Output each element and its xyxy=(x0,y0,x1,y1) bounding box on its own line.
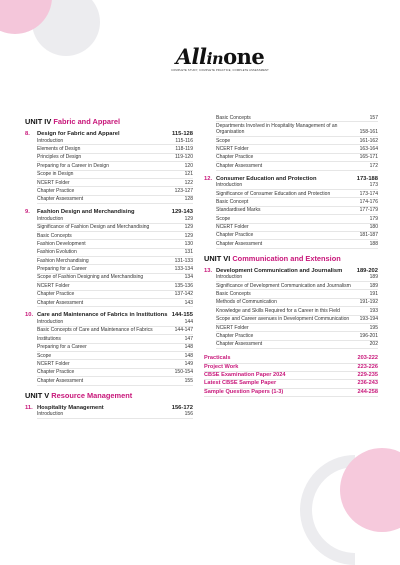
chapter-pages: 115-128 xyxy=(172,131,193,137)
chapter-heading[interactable] xyxy=(25,209,193,215)
toc-row-pages: 157 xyxy=(369,114,378,121)
toc-row-title: Introduction xyxy=(216,182,243,189)
toc-row[interactable] xyxy=(37,377,193,385)
back-matter-item[interactable] xyxy=(204,380,378,388)
toc-row[interactable] xyxy=(37,282,193,290)
toc-left-column xyxy=(25,112,193,419)
toc-row-title: Scope xyxy=(37,352,52,359)
toc-row-pages: 177-179 xyxy=(359,207,378,214)
back-matter-list xyxy=(204,355,378,397)
toc-row[interactable] xyxy=(37,335,193,343)
toc-row[interactable] xyxy=(216,282,378,290)
toc-row-pages: 119-120 xyxy=(175,154,193,161)
chapter-pages: 144-155 xyxy=(171,312,193,319)
toc-row[interactable] xyxy=(37,411,193,419)
back-matter-pages: 223-226 xyxy=(357,363,378,370)
chapter-title: Care and Maintenance of Fabrics in Institutions xyxy=(37,312,168,319)
toc-row-title: Chapter Practice xyxy=(216,232,254,239)
toc-row-pages: 144-147 xyxy=(174,327,193,334)
toc-row-title: Significance of Consumer Education and Protection xyxy=(216,190,331,197)
toc-row[interactable] xyxy=(37,162,193,170)
toc-row-title: Chapter Practice xyxy=(216,333,254,339)
toc-row[interactable] xyxy=(216,122,378,137)
toc-row[interactable] xyxy=(37,232,193,240)
toc-row-title: NCERT Folder xyxy=(216,324,249,331)
toc-row[interactable] xyxy=(37,327,193,335)
toc-row-title: Chapter Practice xyxy=(37,187,75,194)
toc-row-title: Chapter Assessment xyxy=(37,377,84,384)
toc-row-pages: 202 xyxy=(369,341,378,348)
back-matter-item[interactable] xyxy=(204,355,378,363)
toc-row-title: Standardised Marks xyxy=(216,207,261,214)
unit-title: Fabric and Apparel xyxy=(53,117,121,126)
toc-row-pages: 155 xyxy=(184,377,193,384)
toc-row-pages: 196-201 xyxy=(359,333,378,339)
toc-row-title: Introduction xyxy=(216,274,243,281)
toc-row-pages: 130 xyxy=(184,240,193,247)
toc-row[interactable] xyxy=(216,332,378,340)
chapter-title: Fashion Design and Merchandising xyxy=(37,209,135,216)
toc-row-pages: 174-176 xyxy=(359,198,378,205)
toc-row-pages: 123-127 xyxy=(174,187,193,194)
toc-row[interactable] xyxy=(216,341,378,349)
toc-row-title: Basic Concepts xyxy=(216,291,251,298)
toc-row[interactable] xyxy=(216,182,378,190)
toc-row-title: Basic Concepts xyxy=(37,232,72,239)
toc-row-pages: 131 xyxy=(184,249,193,256)
toc-row[interactable] xyxy=(37,171,193,179)
chapter-heading[interactable] xyxy=(25,312,193,318)
toc-row-title: Methods of Communication xyxy=(216,299,277,306)
back-matter-title: Project Work xyxy=(204,363,239,370)
back-matter-item[interactable] xyxy=(204,389,378,397)
toc-row-pages: 147 xyxy=(184,335,193,342)
toc-row-title: Significance of Development Communication and Journalism xyxy=(216,282,351,289)
chapter-number: 11. xyxy=(25,404,33,411)
toc-row-pages: 181-187 xyxy=(359,232,378,239)
back-matter-item[interactable] xyxy=(204,364,378,372)
chapter-number: 13. xyxy=(204,267,213,274)
toc-row-title: NCERT Folder xyxy=(37,360,70,367)
back-matter-title: Sample Question Papers (1-3) xyxy=(204,388,284,395)
toc-row-pages: 129 xyxy=(184,224,193,231)
chapter-number: 8. xyxy=(25,131,30,137)
toc-row-title: Scope and Career avenues in Development Communication xyxy=(216,316,350,323)
chapter-pages: 189-202 xyxy=(356,267,378,274)
toc-row-title: Chapter Assessment xyxy=(216,341,263,348)
unit-heading xyxy=(204,254,378,263)
toc-row-pages: 143 xyxy=(184,299,193,306)
toc-row[interactable] xyxy=(216,137,378,145)
toc-row-title: NCERT Folder xyxy=(37,282,70,289)
toc-row-title: Preparing for a Career in Design xyxy=(37,162,109,169)
toc-row-pages: 191 xyxy=(369,291,378,298)
toc-row[interactable] xyxy=(216,145,378,153)
toc-row-pages: 150-154 xyxy=(174,369,193,376)
toc-row-pages: 134 xyxy=(184,274,193,281)
toc-row[interactable] xyxy=(216,190,378,198)
chapter-title: Hospitality Management xyxy=(37,404,104,411)
chapter-pages: 156-172 xyxy=(171,404,193,411)
toc-row[interactable] xyxy=(216,240,378,248)
back-matter-item[interactable] xyxy=(204,372,378,380)
toc-row[interactable] xyxy=(216,198,378,206)
toc-row-title: Preparing for a Career xyxy=(37,344,87,351)
toc-row-title: NCERT Folder xyxy=(37,179,70,186)
toc-row-title: NCERT Folder xyxy=(216,224,249,231)
toc-row-title: Chapter Practice xyxy=(37,291,75,298)
chapter-number: 9. xyxy=(25,209,30,216)
toc-row-pages: 149 xyxy=(184,360,193,367)
toc-row[interactable] xyxy=(37,240,193,248)
toc-row[interactable] xyxy=(216,215,378,223)
toc-row-pages: 120 xyxy=(184,162,193,169)
toc-row-title: Chapter Assessment xyxy=(216,162,263,169)
toc-row-pages: 165-171 xyxy=(359,154,378,161)
toc-row-title: Chapter Practice xyxy=(37,369,75,376)
toc-row-pages: 129 xyxy=(184,215,193,222)
toc-row-pages: 144 xyxy=(184,319,193,326)
toc-row[interactable] xyxy=(216,114,378,122)
toc-row-pages: 172 xyxy=(369,162,378,169)
back-matter-pages: 244-258 xyxy=(357,388,378,395)
toc-row-title: Chapter Assessment xyxy=(37,299,84,306)
toc-row-title: Scope xyxy=(216,215,231,222)
toc-row-pages: 135-136 xyxy=(174,282,193,289)
logo-tagline: COMPLETE STUDY, COMPLETE PRACTICE, COMPLETE ASSESSMENT xyxy=(171,69,269,72)
toc-row[interactable] xyxy=(37,145,193,153)
chapter-number: 10. xyxy=(25,312,34,319)
toc-row-title: Chapter Assessment xyxy=(216,240,263,247)
toc-row-title: Fashion Development xyxy=(37,240,86,247)
toc-row[interactable] xyxy=(37,215,193,223)
toc-row[interactable] xyxy=(37,179,193,187)
toc-row-title: Fashion Evolution xyxy=(37,249,77,256)
toc-row[interactable] xyxy=(216,290,378,298)
back-matter-title: Practicals xyxy=(204,355,231,362)
toc-row[interactable] xyxy=(216,232,378,240)
unit-heading xyxy=(25,117,193,126)
toc-row-title: Knowledge and Skills Required for a Career in this Field xyxy=(216,307,340,314)
toc-row[interactable] xyxy=(37,352,193,360)
toc-row[interactable] xyxy=(37,257,193,265)
toc-row-pages: 161-162 xyxy=(359,137,378,144)
toc-row[interactable] xyxy=(216,299,378,307)
toc-row-pages: 148 xyxy=(184,344,193,351)
toc-row-pages: 158-161 xyxy=(359,129,378,136)
toc-row[interactable] xyxy=(216,274,378,282)
toc-row[interactable] xyxy=(216,324,378,332)
unit-label: UNIT IV xyxy=(25,117,54,126)
toc-row-title: Preparing for a Career xyxy=(37,266,87,273)
back-matter-title: Latest CBSE Sample Paper xyxy=(204,380,277,387)
toc-row-title: Fashion Merchandising xyxy=(37,257,89,264)
toc-row-pages: 133-134 xyxy=(174,266,193,273)
toc-row[interactable] xyxy=(37,291,193,299)
toc-row[interactable] xyxy=(37,274,193,282)
toc-row[interactable] xyxy=(37,369,193,377)
unit-label: UNIT VI xyxy=(204,253,233,263)
chapter-number: 12. xyxy=(204,175,213,182)
toc-row-title: Chapter Practice xyxy=(216,154,254,161)
toc-row[interactable] xyxy=(37,299,193,307)
toc-row[interactable] xyxy=(216,316,378,324)
toc-row-title: Scope in Design xyxy=(37,171,74,178)
toc-row-title: Scope xyxy=(216,137,231,144)
toc-row[interactable] xyxy=(216,307,378,315)
toc-row-pages: 173-174 xyxy=(359,190,378,197)
unit-label: UNIT V xyxy=(25,390,52,400)
toc-row[interactable] xyxy=(37,265,193,273)
back-matter-pages: 229-235 xyxy=(357,372,378,378)
toc-row-title: Introduction xyxy=(37,137,64,144)
toc-row-pages: 128 xyxy=(184,196,193,203)
logo-wordmark: Allinone xyxy=(175,44,265,69)
back-matter-pages: 203-222 xyxy=(357,355,378,362)
toc-row[interactable] xyxy=(37,154,193,162)
unit-title: Communication and Extension xyxy=(232,253,341,263)
back-matter-pages: 236-243 xyxy=(357,380,378,387)
toc-row-pages: 156 xyxy=(184,411,193,418)
toc-row-pages: 188 xyxy=(369,240,378,247)
toc-row-pages: 118-119 xyxy=(175,145,193,152)
toc-row-pages: 180 xyxy=(369,224,378,231)
toc-row-pages: 129 xyxy=(184,232,193,239)
toc-row[interactable] xyxy=(37,318,193,326)
toc-row-pages: 195 xyxy=(369,324,378,331)
chapter-heading[interactable] xyxy=(25,405,193,411)
toc-row-title: Scope of Fashion Designing and Merchandising xyxy=(37,274,144,281)
toc-row-pages: 191-192 xyxy=(359,299,378,306)
toc-right-column xyxy=(204,114,378,397)
chapter-title: Design for Fabric and Apparel xyxy=(37,131,120,137)
toc-row[interactable] xyxy=(37,137,193,145)
toc-row-title: Elements of Design xyxy=(37,145,81,152)
toc-row-pages: 193 xyxy=(369,307,378,314)
toc-row-pages: 122 xyxy=(184,179,193,186)
toc-row-title: Institutions xyxy=(37,335,61,342)
chapter-title: Development Communication and Journalism xyxy=(216,267,343,274)
toc-row-title: Basic Concepts xyxy=(216,114,251,121)
toc-row-pages: 137-142 xyxy=(174,291,193,298)
toc-row[interactable] xyxy=(37,224,193,232)
chapter-heading[interactable] xyxy=(204,268,378,274)
chapter-heading[interactable] xyxy=(25,131,193,137)
toc-row[interactable] xyxy=(37,187,193,195)
toc-row[interactable] xyxy=(216,207,378,215)
brand-logo xyxy=(165,44,275,72)
toc-row-pages: 121 xyxy=(184,171,193,178)
chapter-title: Consumer Education and Protection xyxy=(216,175,317,182)
toc-row[interactable] xyxy=(216,162,378,170)
toc-row-pages: 189 xyxy=(369,274,378,281)
unit-title: Resource Management xyxy=(51,390,133,400)
toc-row-pages: 179 xyxy=(369,215,378,222)
toc-row-title: NCERT Folder xyxy=(216,145,249,152)
toc-row-title: Basic Concepts of Care and Maintenance of Fabrics xyxy=(37,327,153,334)
toc-row-title: Introduction xyxy=(37,215,64,222)
toc-row[interactable] xyxy=(37,249,193,257)
toc-row-pages: 163-164 xyxy=(359,145,378,152)
back-matter-title: CBSE Examination Paper 2024 xyxy=(204,372,286,378)
toc-row-title: Principles of Design xyxy=(37,154,82,161)
chapter-pages: 129-143 xyxy=(171,209,193,216)
toc-row-title: Introduction xyxy=(37,411,64,418)
chapter-heading[interactable] xyxy=(204,176,378,182)
toc-row-title: Introduction xyxy=(37,319,64,326)
toc-row[interactable] xyxy=(37,196,193,204)
toc-row-pages: 148 xyxy=(184,352,193,359)
toc-row-title: Departments Involved in Hospitality Management of an Organisation xyxy=(216,122,338,136)
toc-row-title: Significance of Fashion Design and Merchandising xyxy=(37,224,150,231)
toc-row-pages: 131-133 xyxy=(174,257,193,264)
toc-row[interactable] xyxy=(37,344,193,352)
toc-row[interactable] xyxy=(216,224,378,232)
toc-row-title: Basic Concept xyxy=(216,198,249,205)
toc-row-pages: 173 xyxy=(369,182,378,189)
unit-heading xyxy=(25,391,193,400)
toc-row-pages: 189 xyxy=(369,282,378,289)
toc-row[interactable] xyxy=(37,360,193,368)
toc-row-pages: 115-116 xyxy=(175,137,193,144)
toc-row[interactable] xyxy=(216,154,378,162)
toc-row-pages: 193-194 xyxy=(359,316,378,323)
chapter-pages: 173-188 xyxy=(356,175,378,182)
toc-row-title: Chapter Assessment xyxy=(37,196,84,203)
